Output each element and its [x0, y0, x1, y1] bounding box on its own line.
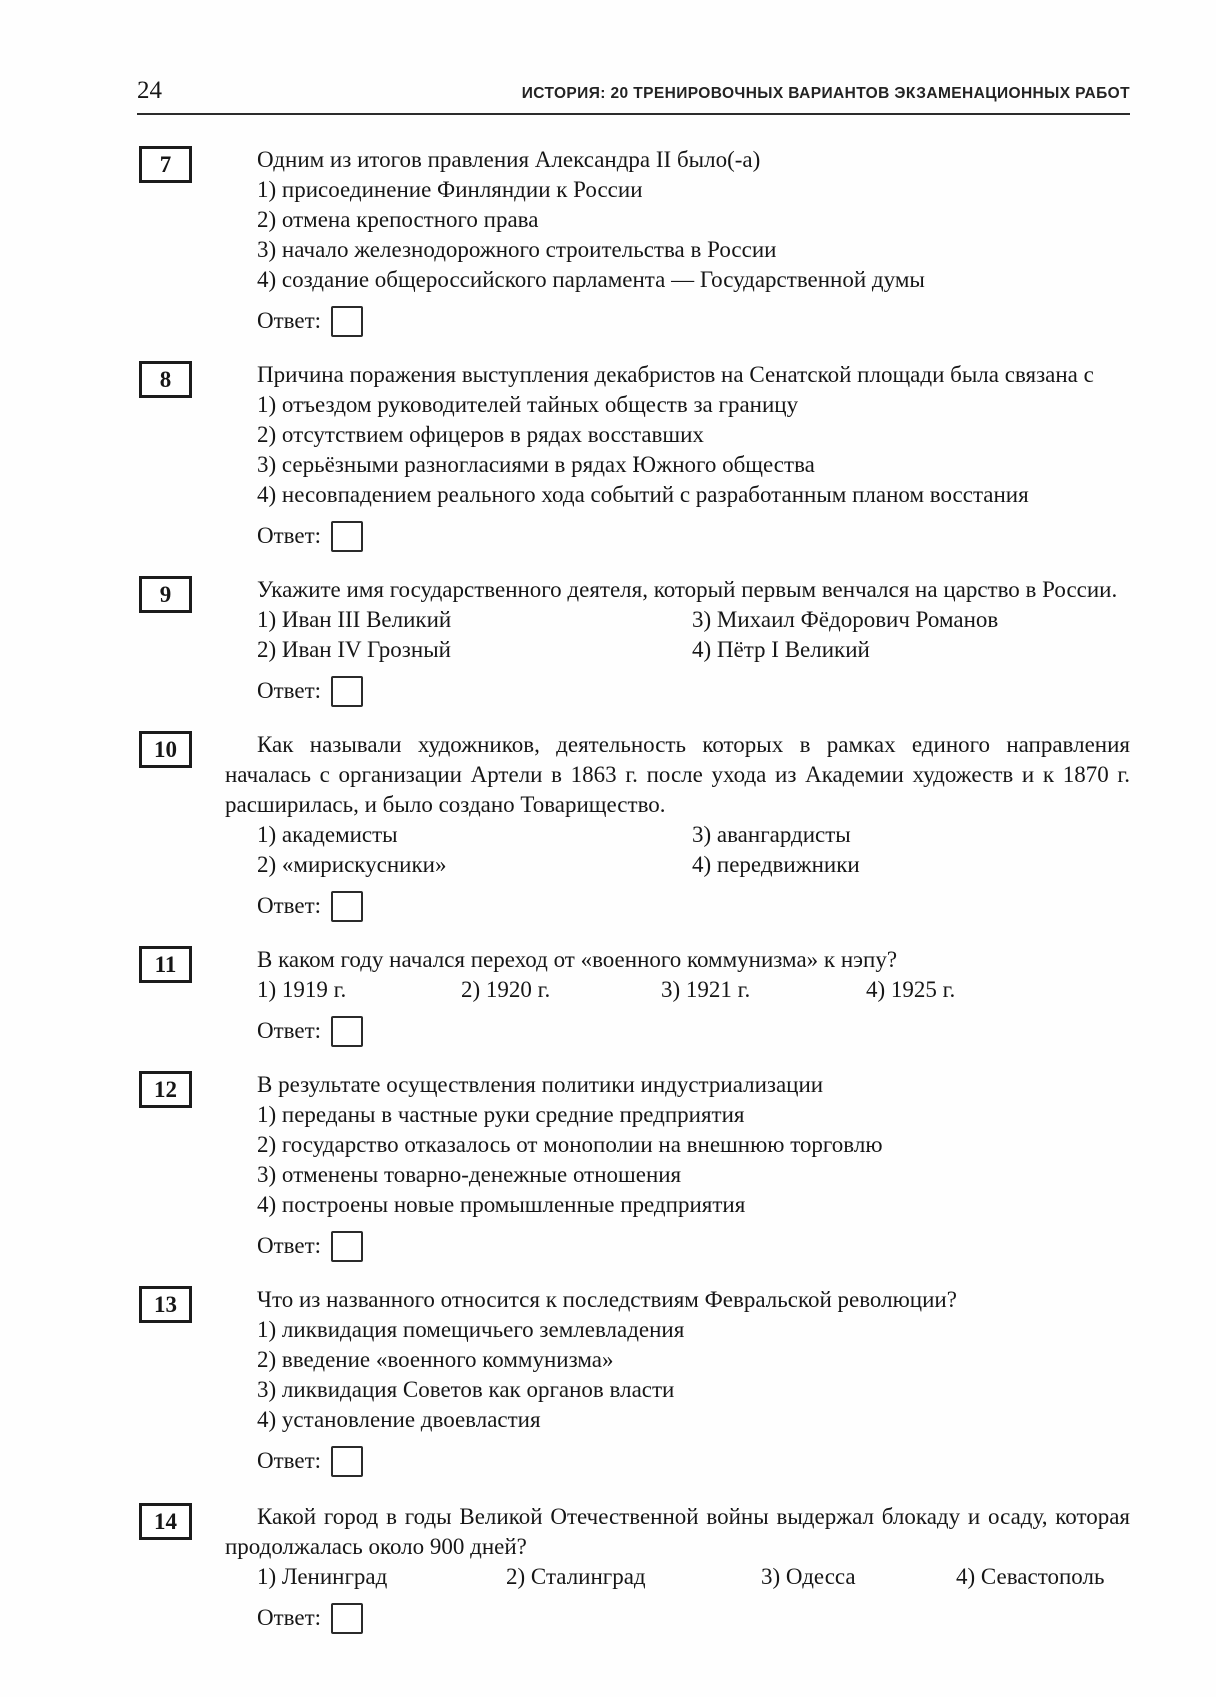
question-text: Причина поражения выступления декабристов на Сенатской площади была связана с: [257, 362, 1094, 387]
answer-box: [331, 1446, 363, 1477]
question-block-8: [137, 360, 1130, 555]
question-number-box: [139, 361, 192, 398]
option-item: 2) 1920 г.: [461, 977, 551, 1002]
options-inline-row: [257, 975, 1130, 1005]
questions-area: [137, 115, 1130, 1637]
option-item: 1) ликвидация помещичьего землевладения: [257, 1317, 685, 1342]
question-number-box: [139, 731, 192, 768]
question-number-box: [139, 576, 192, 613]
question-text: В каком году начался переход от «военного коммунизма» к нэпу?: [257, 947, 898, 972]
answer-row: [257, 1599, 1130, 1637]
options-list: [257, 1100, 1130, 1220]
options-two-column: [257, 605, 1130, 665]
option-item: 1) Иван III Великий: [257, 607, 452, 632]
option-item: 2) Иван IV Грозный: [257, 637, 451, 662]
answer-label: Ответ:: [257, 893, 322, 918]
option-item: 1) присоединение Финляндии к России: [257, 177, 643, 202]
answer-box: [331, 1603, 363, 1634]
options-inline-row: [257, 1562, 1130, 1592]
answer-label: Ответ:: [257, 678, 322, 703]
option-item: 4) передвижники: [692, 852, 860, 877]
option-item: 4) построены новые промышленные предприятия: [257, 1192, 746, 1217]
question-block-12: [137, 1070, 1130, 1265]
answer-row: [257, 887, 1130, 925]
answer-row: [257, 1012, 1130, 1050]
question-number: 10: [154, 736, 177, 762]
question-number-column: [137, 575, 225, 710]
question-block-13: [137, 1285, 1130, 1480]
question-number: 12: [154, 1076, 177, 1102]
answer-box: [331, 1231, 363, 1262]
answer-row: [257, 672, 1130, 710]
option-item: 3) начало железнодорожного строительства в России: [257, 237, 777, 262]
option-item: 3) серьёзными разногласиями в рядах Южного общества: [257, 452, 815, 477]
option-item: 3) Одесса: [761, 1564, 856, 1589]
option-item: 2) Сталинград: [506, 1564, 646, 1589]
option-item: 1) переданы в частные руки средние предприятия: [257, 1102, 745, 1127]
option-item: 3) авангардисты: [692, 822, 851, 847]
answer-row: [257, 1227, 1130, 1265]
option-item: 2) отмена крепостного права: [257, 207, 539, 232]
question-text: Что из названного относится к последствиям Февральской революции?: [257, 1287, 957, 1312]
option-item: 4) установление двоевластия: [257, 1407, 541, 1432]
option-item: 2) введение «военного коммунизма»: [257, 1347, 614, 1372]
answer-label: Ответ:: [257, 1018, 322, 1043]
options-two-column: [257, 820, 1130, 880]
option-item: 3) Михаил Фёдорович Романов: [692, 607, 999, 632]
option-item: 2) «мирискусники»: [257, 852, 447, 877]
answer-box: [331, 1016, 363, 1047]
question-number-column: [137, 1285, 225, 1480]
option-item: 4) несовпадением реального хода событий с разработанным планом восстания: [257, 482, 1029, 507]
question-number-column: [137, 360, 225, 555]
option-item: 3) ликвидация Советов как органов власти: [257, 1377, 675, 1402]
option-item: 2) государство отказалось от монополии на внешнюю торговлю: [257, 1132, 883, 1157]
option-item: 2) отсутствием офицеров в рядах восставших: [257, 422, 704, 447]
option-item: 4) Пётр I Великий: [692, 637, 870, 662]
question-number: 7: [159, 151, 172, 177]
question-number: 13: [154, 1291, 177, 1317]
options-list: [257, 1315, 1130, 1435]
answer-box: [331, 891, 363, 922]
page-number: 24: [137, 77, 162, 104]
answer-box: [331, 521, 363, 552]
question-text: Укажите имя государственного деятеля, который первым венчался на царство в России.: [257, 577, 1118, 602]
option-item: 4) Севастополь: [956, 1564, 1105, 1589]
option-item: 1) 1919 г.: [257, 977, 347, 1002]
question-number-box: [139, 946, 192, 983]
question-number: 8: [159, 366, 172, 392]
option-item: 3) 1921 г.: [661, 977, 751, 1002]
answer-box: [331, 676, 363, 707]
page-header-title: ИСТОРИЯ: 20 ТРЕНИРОВОЧНЫХ ВАРИАНТОВ ЭКЗАМЕНАЦИОННЫХ РАБОТ: [521, 85, 1130, 102]
question-number-box: [139, 1071, 192, 1108]
question-number-box: [139, 1503, 192, 1540]
answer-label: Ответ:: [257, 1233, 322, 1258]
question-number: 14: [154, 1508, 177, 1534]
options-list: [257, 390, 1130, 510]
question-number-column: [137, 145, 225, 340]
question-text: В результате осуществления политики индустриализации: [257, 1072, 824, 1097]
question-block-11: [137, 945, 1130, 1050]
option-item: 4) создание общероссийского парламента — Государственной думы: [257, 267, 925, 292]
question-number-column: [137, 1502, 225, 1637]
running-header: [137, 78, 1130, 115]
answer-label: Ответ:: [257, 308, 322, 333]
question-block-14: [137, 1502, 1130, 1637]
question-block-10: [137, 730, 1130, 925]
question-number-column: [137, 1070, 225, 1265]
answer-label: Ответ:: [257, 1605, 322, 1630]
question-number-box: [139, 146, 192, 183]
option-item: 4) 1925 г.: [866, 977, 956, 1002]
option-item: 3) отменены товарно-денежные отношения: [257, 1162, 682, 1187]
answer-row: [257, 1442, 1130, 1480]
option-item: 1) отъездом руководителей тайных обществ за границу: [257, 392, 799, 417]
question-number-box: [139, 1286, 192, 1323]
answer-label: Ответ:: [257, 1448, 322, 1473]
answer-row: [257, 302, 1130, 340]
answer-row: [257, 517, 1130, 555]
question-number: 9: [159, 581, 172, 607]
answer-label: Ответ:: [257, 523, 322, 548]
option-item: 1) Ленинград: [257, 1564, 388, 1589]
question-number-column: [137, 945, 225, 1050]
question-text: Одним из итогов правления Александра II было(-а): [257, 147, 761, 172]
question-block-9: [137, 575, 1130, 710]
options-list: [257, 175, 1130, 295]
question-number: 11: [154, 951, 177, 977]
option-item: 1) академисты: [257, 822, 398, 847]
question-text: Как называли художников, деятельность которых в рамках единого направления началась с организации Артели в 1863 г. после ухода из Академии художеств и к 1870 г. расширилась, и было создано Товарищество.: [225, 732, 1130, 817]
answer-box: [331, 306, 363, 337]
question-text: Какой город в годы Великой Отечественной войны выдержал блокаду и осаду, которая продолжалась около 900 дней?: [225, 1504, 1130, 1559]
question-number-column: [137, 730, 225, 925]
question-block-7: [137, 145, 1130, 340]
